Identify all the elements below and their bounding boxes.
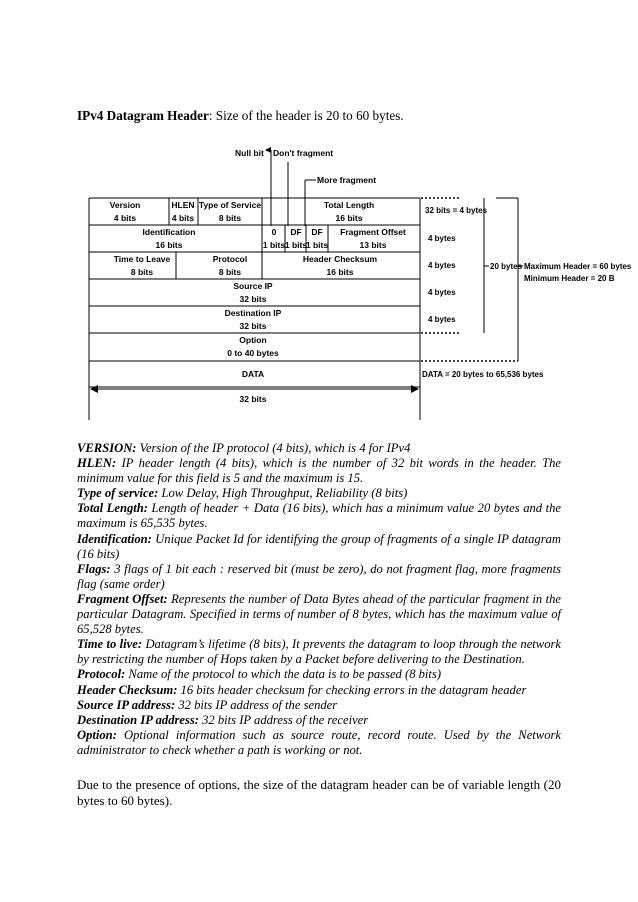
row-size-dots	[421, 198, 518, 361]
row-size-label: 4 bytes	[428, 315, 456, 324]
field-version-name: Version	[109, 200, 141, 210]
definition-term: Type of service:	[77, 486, 159, 501]
field-total-length-size: 16 bits	[335, 213, 363, 223]
row-size-label: 4 bytes	[428, 288, 456, 297]
row-size-label: 32 bits = 4 bytes	[425, 206, 488, 215]
definition-item	[77, 683, 561, 698]
definition-term: Fragment Offset:	[77, 591, 168, 606]
field-tos-name: Type of Service	[198, 200, 262, 210]
definition-text: 32 bits IP address of the receiver	[198, 712, 369, 727]
definition-term: Total Length:	[77, 501, 148, 516]
definition-item	[77, 562, 561, 592]
min-header-label: Minimum Header = 20 B	[524, 274, 615, 283]
field-source-ip-name: Source IP	[233, 281, 273, 291]
field-df-name: DF	[290, 227, 302, 237]
field-protocol-name: Protocol	[212, 254, 248, 264]
data-range-label: DATA = 20 bytes to 65,536 bytes	[422, 370, 544, 379]
field-checksum-size: 16 bits	[326, 267, 354, 277]
definition-item	[77, 698, 561, 713]
field-source-ip-size: 32 bits	[239, 294, 267, 304]
field-flag0-name: 0	[271, 227, 277, 237]
definition-text: Datagram’s lifetime (8 bits), It prevents the datagram to loop through the network by restricting the number of Hops taken by a Packet before delivering to the Destination.	[77, 637, 561, 667]
heading-bold: IPv4 Datagram Header	[77, 108, 209, 123]
definition-item	[77, 486, 561, 501]
field-identification-name: Identification	[142, 227, 196, 237]
field-option-size: 0 to 40 bytes	[227, 348, 279, 358]
row-size-label: 4 bytes	[428, 234, 456, 243]
definition-item	[77, 728, 561, 758]
field-option-name: Option	[239, 335, 267, 345]
definition-text: Unique Packet Id for identifying the group of fragments of a single IP datagram (16 bits)	[77, 531, 561, 561]
field-fragment-offset-name: Fragment Offset	[340, 227, 406, 237]
field-fragment-offset-size: 13 bits	[359, 240, 387, 250]
definition-item	[77, 532, 561, 562]
dont-fragment-label: Don't fragment	[273, 148, 334, 158]
field-data-name: DATA	[241, 369, 265, 379]
definition-term: HLEN:	[77, 456, 117, 471]
definition-term: Protocol:	[77, 667, 126, 682]
definition-text: Low Delay, High Throughput, Reliability (8 bits)	[158, 486, 408, 501]
twenty-bytes-label: 20 bytes	[490, 262, 523, 271]
closing-paragraph: Due to the presence of options, the size of the datagram header can be of variable length (20 bytes to 60 bytes).	[77, 777, 561, 808]
field-ttl-name: Time to Leave	[113, 254, 171, 264]
field-protocol-size: 8 bits	[218, 267, 242, 277]
field-identification-size: 16 bits	[155, 240, 183, 250]
definition-text: Length of header + Data (16 bits), which has a minimum value 20 bytes and the maximum is 65,535 bytes.	[77, 501, 562, 531]
field-mf-size: 1 bits	[305, 240, 329, 250]
field-hlen-size: 4 bits	[171, 213, 195, 223]
definitions	[77, 441, 561, 758]
definition-term: Identification:	[77, 531, 152, 546]
field-dest-ip-size: 32 bits	[239, 321, 267, 331]
definition-term: Header Checksum:	[77, 682, 178, 697]
field-df-size: 1 bits	[284, 240, 308, 250]
definition-item	[77, 441, 561, 456]
definition-text: 32 bits IP address of the sender	[175, 697, 338, 712]
definition-item	[77, 667, 561, 682]
field-flag0-size: 1 bits	[262, 240, 286, 250]
null-bit-label: Null bit	[235, 148, 264, 158]
field-ttl-size: 8 bits	[130, 267, 154, 277]
heading-rest: : Size of the header is 20 to 60 bytes.	[208, 108, 404, 123]
row-size-labels	[422, 206, 632, 379]
row-size-label: 4 bytes	[428, 261, 456, 270]
definition-term: Flags:	[77, 561, 111, 576]
ipv4-header-diagram	[0, 0, 638, 430]
definition-text: Optional information such as source route, record route. Used by the Network administrator to check whether a path is working or not.	[77, 727, 561, 757]
definition-text: IP header length (4 bits), which is the number of 32 bit words in the header. The minimum value for this field is 5 and the maximum is 15.	[77, 456, 561, 486]
definition-item	[77, 592, 561, 637]
field-dest-ip-name: Destination IP	[224, 308, 282, 318]
field-checksum-name: Header Checksum	[302, 254, 378, 264]
field-mf-name: DF	[311, 227, 323, 237]
definition-text: Name of the protocol to which the data is to be passed (8 bits)	[125, 667, 442, 682]
field-version-size: 4 bits	[113, 213, 137, 223]
definition-item	[77, 456, 561, 486]
field-labels	[110, 200, 406, 379]
width-label: 32 bits	[239, 394, 267, 404]
definition-item	[77, 501, 561, 531]
definition-text: 3 flags of 1 bit each : reserved bit (must be zero), do not fragment flag, more fragments flag (same order)	[77, 561, 561, 591]
definition-term: Source IP address:	[77, 697, 176, 712]
definition-term: Time to live:	[77, 637, 143, 652]
definition-item	[77, 713, 561, 728]
definition-item	[77, 637, 561, 667]
definition-text: 16 bits header checksum for checking errors in the datagram header	[177, 682, 527, 697]
field-tos-size: 8 bits	[218, 213, 242, 223]
definition-term: VERSION:	[77, 441, 137, 455]
definition-term: Option:	[77, 727, 117, 742]
field-hlen-name: HLEN	[171, 200, 195, 210]
field-total-length-name: Total Length	[323, 200, 375, 210]
definition-term: Destination IP address:	[77, 712, 199, 727]
more-fragment-label: More fragment	[317, 175, 377, 185]
definition-text: Represents the number of Data Bytes ahead of the particular fragment in the particular Datagram. Specified in terms of number of 8 bytes, which has the maximum value of 65,528 bytes.	[77, 591, 561, 637]
max-header-label: Maximum Header = 60 bytes	[524, 262, 632, 271]
definition-text: Version of the IP protocol (4 bits), which is 4 for IPv4	[136, 441, 411, 455]
